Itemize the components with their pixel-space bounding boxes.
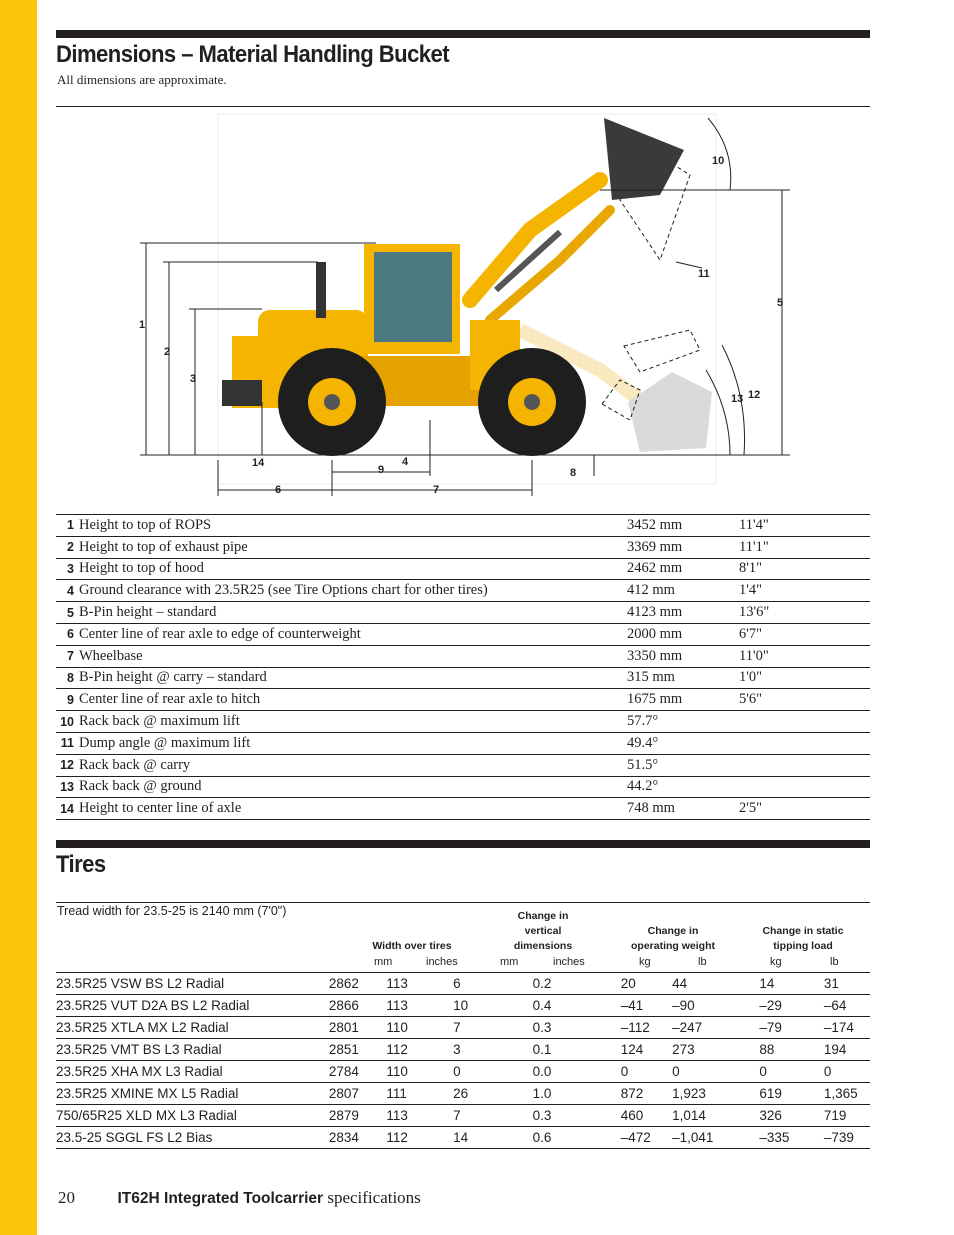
row-metric: 49.4°: [627, 732, 739, 754]
table-row: [56, 645, 870, 667]
tire-name: 23.5R25 VUT D2A BS L2 Radial: [56, 995, 329, 1017]
tire-name: 23.5R25 VMT BS L3 Radial: [56, 1039, 329, 1061]
section-rule: [56, 840, 870, 848]
header-change-tipping: [750, 924, 856, 954]
callout-2: 2: [164, 346, 171, 358]
row-imperial: 11'0": [739, 645, 870, 667]
row-metric: 2462 mm: [627, 558, 739, 580]
row-label: Ground clearance with 23.5R25 (see Tire Options chart for other tires): [79, 580, 627, 602]
weight-lb: 1,923: [672, 1083, 735, 1105]
tipping-lb: –64: [816, 995, 870, 1017]
row-label: Rack back @ carry: [79, 754, 627, 776]
unit-label: kg: [770, 956, 782, 968]
row-label: Rack back @ ground: [79, 776, 627, 798]
width-mm: 2866: [329, 995, 387, 1017]
callout-3: 3: [190, 373, 197, 385]
divider: [56, 902, 870, 903]
unit-label: lb: [830, 956, 839, 968]
table-row: [56, 602, 870, 624]
tipping-lb: 31: [816, 973, 870, 995]
tread-note: Tread width for 23.5-25 is 2140 mm (7'0"): [57, 904, 287, 918]
table-row: [56, 689, 870, 711]
row-number: 10: [56, 711, 79, 733]
callout-13: 13: [731, 393, 744, 405]
width-mm: 2851: [329, 1039, 387, 1061]
vertical-mm: 7: [453, 1017, 509, 1039]
row-number: 6: [56, 623, 79, 645]
row-number: 11: [56, 732, 79, 754]
unit-label: mm: [374, 956, 393, 968]
callout-10: 10: [712, 155, 725, 167]
row-metric: 3369 mm: [627, 536, 739, 558]
weight-lb: 1,014: [672, 1105, 735, 1127]
weight-kg: –472: [601, 1127, 672, 1149]
row-imperial: 1'0": [739, 667, 870, 689]
page-footer: [58, 1188, 421, 1208]
vertical-in: 0.3: [509, 1105, 601, 1127]
callout-14: 14: [252, 457, 265, 469]
weight-lb: –90: [672, 995, 735, 1017]
tipping-kg: 14: [735, 973, 816, 995]
weight-lb: 0: [672, 1061, 735, 1083]
row-metric: 412 mm: [627, 580, 739, 602]
weight-lb: 44: [672, 973, 735, 995]
vertical-mm: 26: [453, 1083, 509, 1105]
row-label: B-Pin height @ carry – standard: [79, 667, 627, 689]
vertical-in: 0.1: [509, 1039, 601, 1061]
tipping-kg: 619: [735, 1083, 816, 1105]
row-imperial: 1'4": [739, 580, 870, 602]
row-label: Wheelbase: [79, 645, 627, 667]
weight-kg: 872: [601, 1083, 672, 1105]
row-number: 2: [56, 536, 79, 558]
table-row: [56, 580, 870, 602]
dimensions-table: [56, 514, 870, 820]
row-metric: 1675 mm: [627, 689, 739, 711]
tire-name: 750/65R25 XLD MX L3 Radial: [56, 1105, 329, 1127]
row-metric: 315 mm: [627, 667, 739, 689]
vertical-mm: 6: [453, 973, 509, 995]
tipping-kg: –335: [735, 1127, 816, 1149]
tipping-kg: 88: [735, 1039, 816, 1061]
width-in: 113: [386, 995, 453, 1017]
weight-kg: –112: [601, 1017, 672, 1039]
unit-label: inches: [553, 956, 585, 968]
row-metric: 2000 mm: [627, 623, 739, 645]
section-rule: [56, 30, 870, 38]
vertical-mm: 7: [453, 1105, 509, 1127]
unit-label: lb: [698, 956, 707, 968]
table-row: [56, 1017, 870, 1039]
tires-heading: Tires: [56, 851, 106, 878]
header-change-vertical: [500, 909, 586, 954]
tipping-lb: 0: [816, 1061, 870, 1083]
unit-label: inches: [426, 956, 458, 968]
weight-kg: 460: [601, 1105, 672, 1127]
header-line: Change in: [647, 925, 699, 937]
row-imperial: [739, 754, 870, 776]
table-row: [56, 536, 870, 558]
width-in: 111: [386, 1083, 453, 1105]
vertical-in: 0.3: [509, 1017, 601, 1039]
width-mm: 2807: [329, 1083, 387, 1105]
tipping-lb: 719: [816, 1105, 870, 1127]
width-in: 110: [386, 1061, 453, 1083]
row-label: Center line of rear axle to hitch: [79, 689, 627, 711]
row-imperial: 6'7": [739, 623, 870, 645]
vertical-in: 1.0: [509, 1083, 601, 1105]
row-label: Dump angle @ maximum lift: [79, 732, 627, 754]
row-imperial: 11'4": [739, 515, 870, 537]
vertical-mm: 0: [453, 1061, 509, 1083]
row-metric: 44.2°: [627, 776, 739, 798]
page-number: 20: [58, 1188, 75, 1207]
vertical-in: 0.4: [509, 995, 601, 1017]
row-imperial: [739, 776, 870, 798]
row-number: 5: [56, 602, 79, 624]
table-row: [56, 754, 870, 776]
table-row: [56, 1039, 870, 1061]
table-row: [56, 558, 870, 580]
callout-8: 8: [570, 467, 577, 479]
tire-name: 23.5R25 XHA MX L3 Radial: [56, 1061, 329, 1083]
table-row: [56, 776, 870, 798]
rear-wheel: [278, 348, 386, 456]
table-row: [56, 667, 870, 689]
row-number: 7: [56, 645, 79, 667]
dimensions-heading: Dimensions – Material Handling Bucket: [56, 41, 450, 68]
unit-label: mm: [500, 956, 519, 968]
width-mm: 2862: [329, 973, 387, 995]
header-line: operating weight: [631, 940, 715, 952]
callout-4: 4: [402, 456, 409, 468]
weight-lb: –247: [672, 1017, 735, 1039]
header-width-over-tires: Width over tires: [372, 940, 452, 952]
dimensions-note: All dimensions are approximate.: [57, 72, 227, 87]
weight-lb: –1,041: [672, 1127, 735, 1149]
tipping-kg: 326: [735, 1105, 816, 1127]
row-label: Height to top of ROPS: [79, 515, 627, 537]
row-metric: 3350 mm: [627, 645, 739, 667]
header-line: tipping load: [773, 940, 833, 952]
tipping-kg: –29: [735, 995, 816, 1017]
row-imperial: 11'1": [739, 536, 870, 558]
row-label: Height to center line of axle: [79, 798, 627, 820]
table-row: [56, 623, 870, 645]
weight-kg: 20: [601, 973, 672, 995]
row-number: 1: [56, 515, 79, 537]
row-metric: 4123 mm: [627, 602, 739, 624]
row-imperial: 5'6": [739, 689, 870, 711]
weight-lb: 273: [672, 1039, 735, 1061]
table-row: [56, 798, 870, 820]
header-line: vertical: [524, 925, 562, 937]
weight-kg: 124: [601, 1039, 672, 1061]
width-in: 110: [386, 1017, 453, 1039]
row-label: Height to top of exhaust pipe: [79, 536, 627, 558]
tipping-lb: –739: [816, 1127, 870, 1149]
footer-title: IT62H Integrated Toolcarrier: [117, 1190, 324, 1207]
footer-suffix: specifications: [323, 1188, 421, 1207]
front-wheel: [478, 348, 586, 456]
width-in: 113: [386, 973, 453, 995]
header-line: dimensions: [513, 940, 573, 952]
header-line: Change in: [517, 910, 569, 922]
row-metric: 3452 mm: [627, 515, 739, 537]
vertical-in: 0.6: [509, 1127, 601, 1149]
vertical-mm: 10: [453, 995, 509, 1017]
row-number: 3: [56, 558, 79, 580]
yellow-sidebar: [0, 0, 37, 1235]
row-label: Height to top of hood: [79, 558, 627, 580]
vertical-in: 0.2: [509, 973, 601, 995]
tire-name: 23.5R25 VSW BS L2 Radial: [56, 973, 329, 995]
width-in: 113: [386, 1105, 453, 1127]
callout-7: 7: [433, 484, 440, 496]
tire-name: 23.5R25 XMINE MX L5 Radial: [56, 1083, 329, 1105]
vertical-mm: 3: [453, 1039, 509, 1061]
row-label: Rack back @ maximum lift: [79, 711, 627, 733]
row-number: 4: [56, 580, 79, 602]
row-metric: 51.5°: [627, 754, 739, 776]
callout-1: 1: [139, 319, 146, 331]
unit-label: kg: [639, 956, 651, 968]
row-imperial: 2'5": [739, 798, 870, 820]
tipping-lb: 194: [816, 1039, 870, 1061]
tipping-lb: –174: [816, 1017, 870, 1039]
width-mm: 2834: [329, 1127, 387, 1149]
callout-6: 6: [275, 484, 282, 496]
table-row: [56, 1083, 870, 1105]
width-in: 112: [386, 1127, 453, 1149]
tires-table: [56, 972, 870, 1149]
table-row: [56, 995, 870, 1017]
table-row: [56, 1105, 870, 1127]
tipping-kg: –79: [735, 1017, 816, 1039]
row-label: B-Pin height – standard: [79, 602, 627, 624]
row-imperial: [739, 711, 870, 733]
callout-9: 9: [378, 464, 385, 476]
loader-dimension-diagram: [136, 110, 796, 502]
width-mm: 2879: [329, 1105, 387, 1127]
width-mm: 2801: [329, 1017, 387, 1039]
row-number: 13: [56, 776, 79, 798]
table-row: [56, 732, 870, 754]
row-imperial: 13'6": [739, 602, 870, 624]
row-number: 9: [56, 689, 79, 711]
divider: [56, 106, 870, 107]
row-metric: 57.7°: [627, 711, 739, 733]
table-row: [56, 1061, 870, 1083]
row-metric: 748 mm: [627, 798, 739, 820]
tire-name: 23.5-25 SGGL FS L2 Bias: [56, 1127, 329, 1149]
tipping-kg: 0: [735, 1061, 816, 1083]
table-row: [56, 711, 870, 733]
callout-5: 5: [777, 297, 784, 309]
width-in: 112: [386, 1039, 453, 1061]
callout-12: 12: [748, 389, 761, 401]
table-row: [56, 515, 870, 537]
header-line: Change in static: [762, 925, 844, 937]
row-label: Center line of rear axle to edge of counterweight: [79, 623, 627, 645]
width-mm: 2784: [329, 1061, 387, 1083]
table-row: [56, 1127, 870, 1149]
tipping-lb: 1,365: [816, 1083, 870, 1105]
row-number: 14: [56, 798, 79, 820]
row-imperial: 8'1": [739, 558, 870, 580]
row-imperial: [739, 732, 870, 754]
row-number: 12: [56, 754, 79, 776]
callout-11: 11: [698, 268, 710, 280]
table-row: [56, 973, 870, 995]
vertical-mm: 14: [453, 1127, 509, 1149]
weight-kg: 0: [601, 1061, 672, 1083]
header-change-weight: [620, 924, 726, 954]
row-number: 8: [56, 667, 79, 689]
vertical-in: 0.0: [509, 1061, 601, 1083]
tire-name: 23.5R25 XTLA MX L2 Radial: [56, 1017, 329, 1039]
weight-kg: –41: [601, 995, 672, 1017]
